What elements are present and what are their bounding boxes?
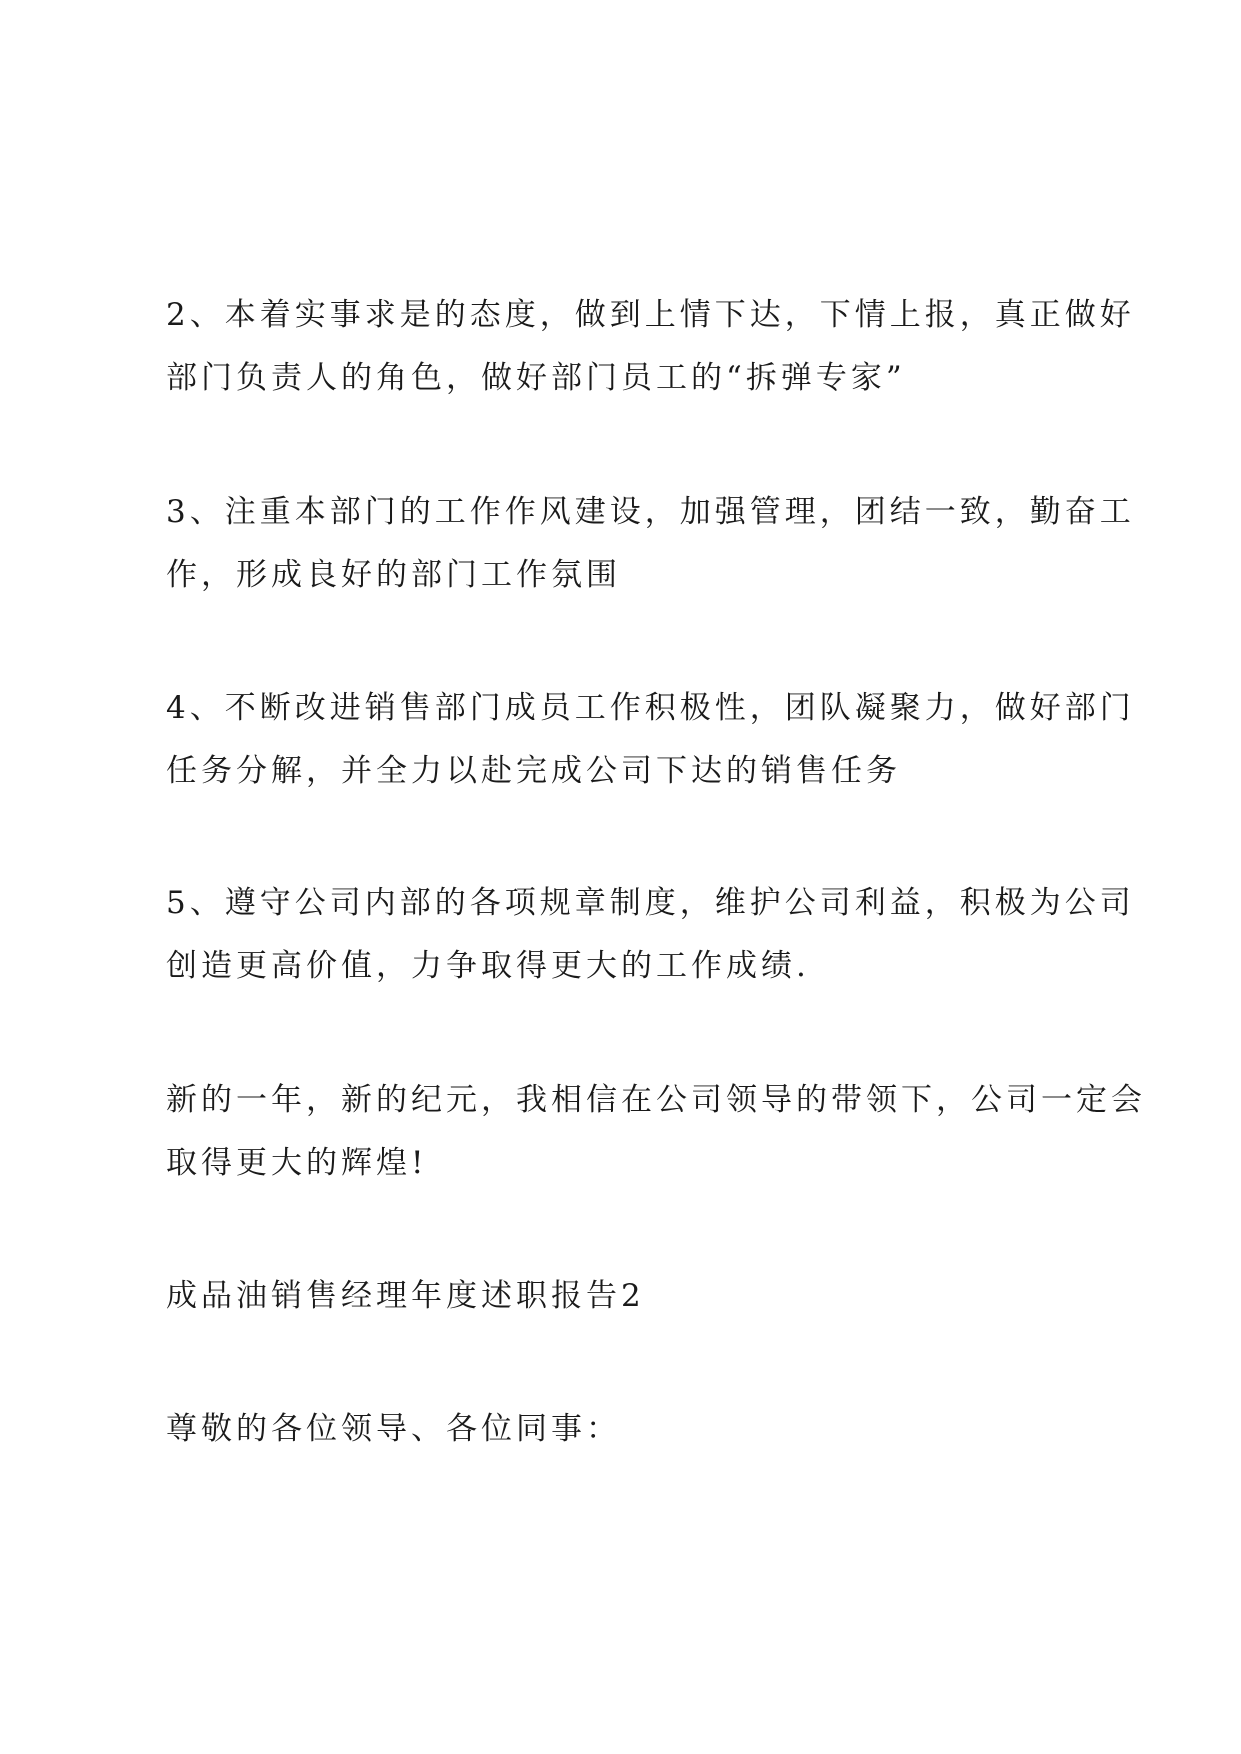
paragraph-item-5 [166,872,1135,998]
paragraph-line: 取得更大的辉煌! [166,1145,428,1181]
salutation: 尊敬的各位领导、各位同事： [166,1411,621,1447]
paragraph-item-3 [166,481,1135,607]
paragraph-line: 3、注重本部门的工作作风建设，加强管理，团结一致，勤奋工 [166,494,1135,530]
paragraph-line: 部门负责人的角色，做好部门员工的“拆弹专家” [166,360,906,396]
paragraph-line: 2、本着实事求是的态度，做到上情下达，下情上报，真正做好 [166,297,1135,333]
paragraph-item-2 [166,284,1135,410]
paragraph-line: 作，形成良好的部门工作氛围 [166,557,621,593]
paragraph-line: 任务分解，并全力以赴完成公司下达的销售任务 [166,753,901,789]
paragraph-line: 5、遵守公司内部的各项规章制度，维护公司利益，积极为公司 [166,885,1135,921]
paragraph-line: 新的一年，新的纪元，我相信在公司领导的带领下，公司一定会 [166,1082,1146,1118]
closing-paragraph [166,1069,1146,1195]
paragraph-item-4 [166,677,1135,803]
section-title: 成品油销售经理年度述职报告2 [166,1278,645,1314]
paragraph-line: 4、不断改进销售部门成员工作积极性，团队凝聚力，做好部门 [166,690,1135,726]
paragraph-line: 创造更高价值，力争取得更大的工作成绩. [166,948,810,984]
